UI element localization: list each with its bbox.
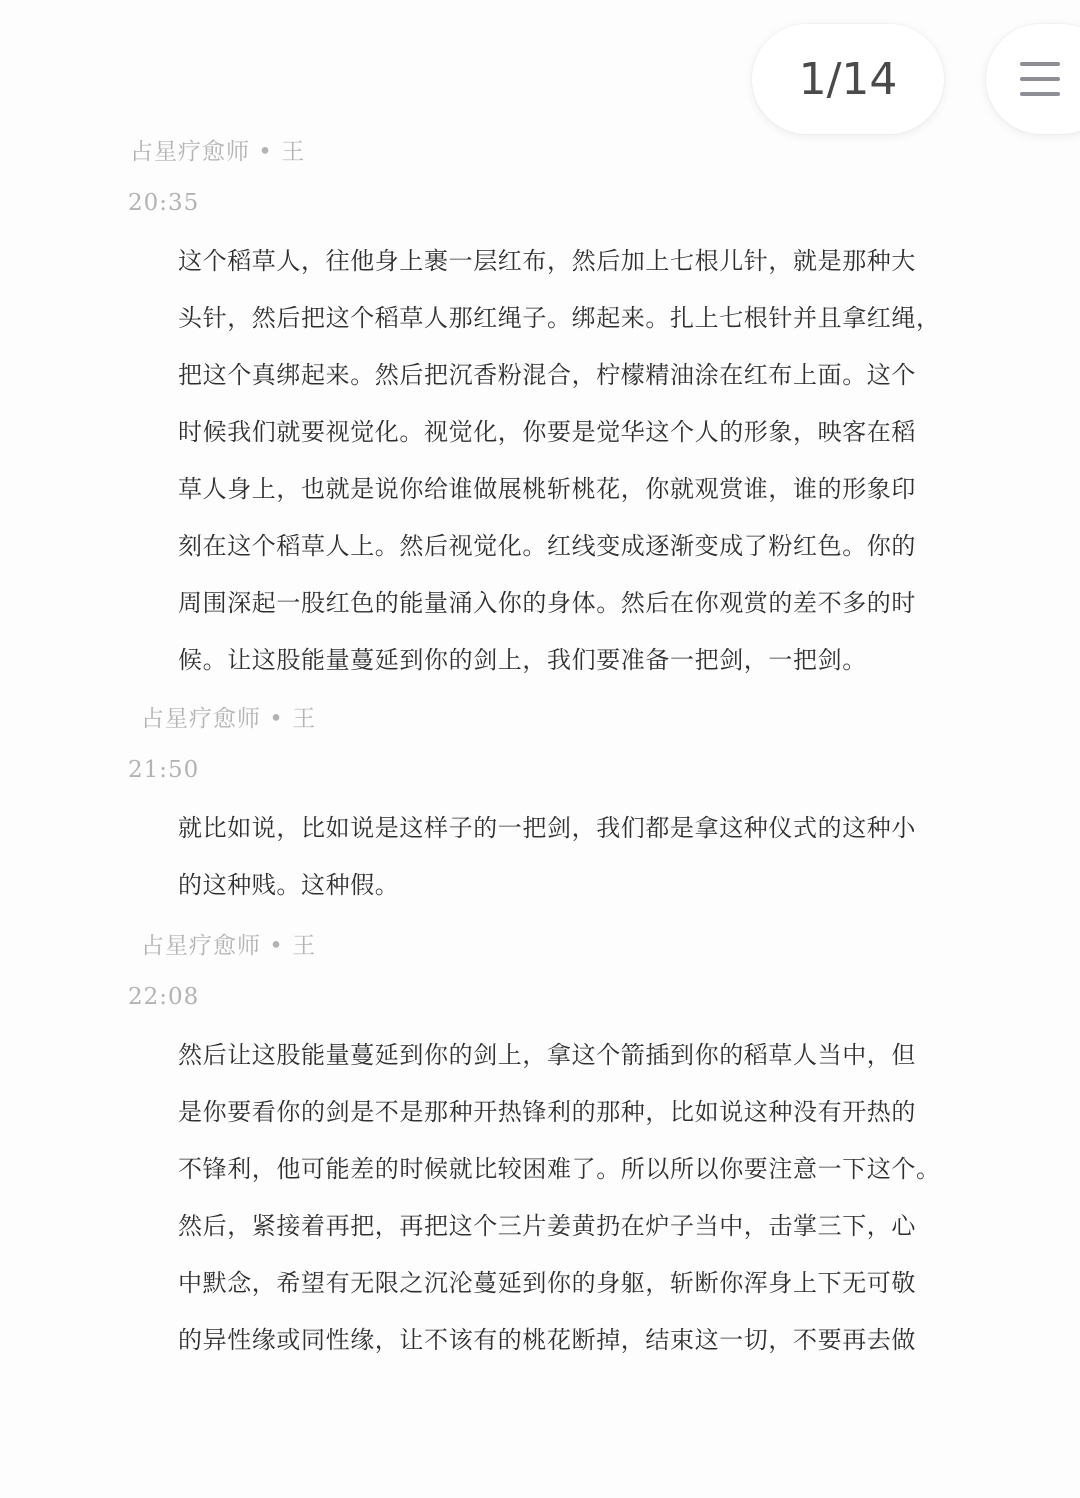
speaker-name: 占星疗愈师 • 王	[141, 933, 317, 959]
speaker-name: 占星疗愈师 • 王	[130, 139, 306, 165]
page-indicator-text: 1/14	[798, 53, 898, 105]
speaker-name: 占星疗愈师 • 王	[141, 706, 317, 732]
message-line: 的这种贱。这种假。	[178, 871, 400, 899]
message-line: 时候我们就要视觉化。视觉化，你要是觉华这个人的形象，映客在稻	[178, 418, 916, 446]
message-time: 22:08	[128, 984, 200, 1010]
message-line: 候。让这股能量蔓延到你的剑上，我们要准备一把剑，一把剑。	[178, 646, 867, 674]
message-line: 草人身上，也就是说你给谁做展桃斩桃花，你就观赏谁，谁的形象印	[178, 475, 916, 503]
message-line: 不锋利，他可能差的时候就比较困难了。所以所以你要注意一下这个。	[178, 1155, 941, 1183]
message-line: 是你要看你的剑是不是那种开热锋利的那种，比如说这种没有开热的	[178, 1098, 916, 1126]
message-line: 然后，紧接着再把，再把这个三片姜黄扔在炉子当中，击掌三下，心	[178, 1212, 916, 1240]
message-line: 然后让这股能量蔓延到你的剑上，拿这个箭插到你的稻草人当中，但	[178, 1041, 916, 1069]
message-line: 把这个真绑起来。然后把沉香粉混合，柠檬精油涂在红布上面。这个	[178, 361, 916, 389]
menu-button[interactable]	[986, 24, 1080, 134]
message-line: 就比如说，比如说是这样子的一把剑，我们都是拿这种仪式的这种小	[178, 814, 916, 842]
message-time: 20:35	[128, 190, 200, 216]
message-line: 周围深起一股红色的能量涌入你的身体。然后在你观赏的差不多的时	[178, 589, 916, 617]
page-counter[interactable]	[752, 24, 944, 134]
message-line: 中默念，希望有无限之沉沦蔓延到你的身躯，斩断你浑身上下无可敬	[178, 1269, 916, 1297]
message-text	[178, 1027, 958, 1369]
message-text	[178, 800, 958, 914]
message-text	[178, 233, 958, 689]
message-time: 21:50	[128, 757, 200, 783]
message-line: 这个稻草人，往他身上裹一层红布，然后加上七根儿针，就是那种大	[178, 247, 916, 275]
message-line: 头针，然后把这个稻草人那红绳子。绑起来。扎上七根针并且拿红绳，	[178, 304, 941, 332]
message-line: 的异性缘或同性缘，让不该有的桃花断掉，结束这一切，不要再去做	[178, 1326, 916, 1354]
message-line: 刻在这个稻草人上。然后视觉化。红线变成逐渐变成了粉红色。你的	[178, 532, 916, 560]
